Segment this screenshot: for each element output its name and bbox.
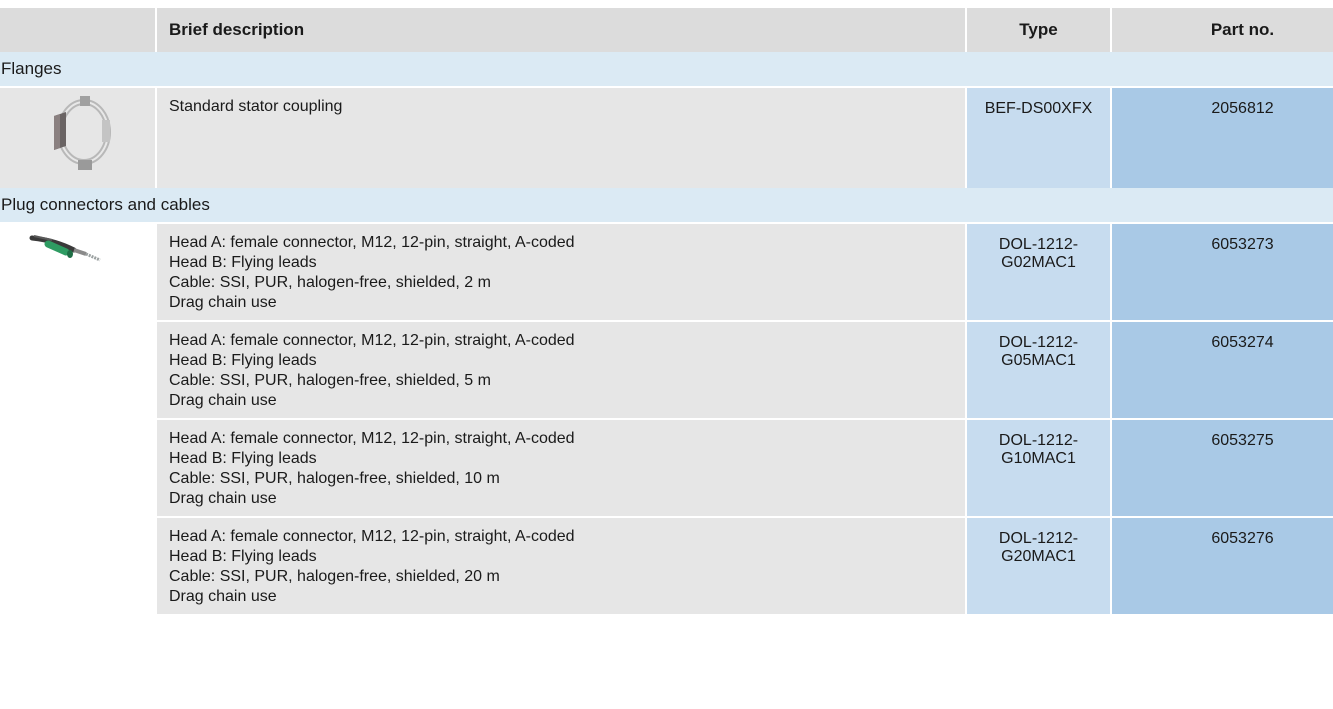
row-image-cell: [0, 222, 157, 614]
section-row-plug-connectors: [0, 188, 1333, 222]
description-line: Cable: SSI, PUR, halogen-free, shielded, 2 m: [169, 274, 491, 291]
header-image-cell: [0, 8, 157, 52]
row-description: [157, 86, 967, 188]
row-type: DOL-1212-G05MAC1: [967, 320, 1112, 418]
row-description: [157, 320, 967, 418]
description-line: Standard stator coupling: [169, 98, 343, 115]
description-line: Head B: Flying leads: [169, 254, 317, 271]
description-line: Cable: SSI, PUR, halogen-free, shielded, 10 m: [169, 470, 500, 487]
description-line: Drag chain use: [169, 588, 277, 605]
accessories-table: [0, 8, 1333, 614]
table-row: [0, 320, 1333, 418]
cable-connector-image: [0, 224, 157, 314]
description-line: Drag chain use: [169, 490, 277, 507]
row-description: [157, 222, 967, 320]
accessories-table-wrapper: [0, 8, 1333, 614]
row-type: DOL-1212-G10MAC1: [967, 418, 1112, 516]
table-row: [0, 516, 1333, 614]
section-title: Plug connectors and cables: [0, 188, 1333, 222]
table-row: [0, 418, 1333, 516]
description-line: Drag chain use: [169, 294, 277, 311]
description-line: Head B: Flying leads: [169, 548, 317, 565]
description-line: Head A: female connector, M12, 12-pin, straight, A-coded: [169, 332, 575, 349]
description-line: Cable: SSI, PUR, halogen-free, shielded, 5 m: [169, 372, 491, 389]
row-image-cell: [0, 86, 157, 188]
description-line: Cable: SSI, PUR, halogen-free, shielded, 20 m: [169, 568, 500, 585]
row-part-no: 6053275: [1112, 418, 1333, 516]
row-part-no: 6053276: [1112, 516, 1333, 614]
description-line: Head B: Flying leads: [169, 352, 317, 369]
stator-coupling-image: [0, 88, 157, 178]
row-part-no: 6053274: [1112, 320, 1333, 418]
row-part-no: 2056812: [1112, 86, 1333, 188]
description-line: Head B: Flying leads: [169, 450, 317, 467]
description-line: Head A: female connector, M12, 12-pin, straight, A-coded: [169, 234, 575, 251]
description-line: Head A: female connector, M12, 12-pin, straight, A-coded: [169, 430, 575, 447]
header-part-no: Part no.: [1112, 8, 1333, 52]
section-title: Flanges: [0, 52, 1333, 86]
table-row: [0, 222, 1333, 320]
row-part-no: 6053273: [1112, 222, 1333, 320]
section-row-flanges: [0, 52, 1333, 86]
header-type: Type: [967, 8, 1112, 52]
table-row: [0, 86, 1333, 188]
row-description: [157, 418, 967, 516]
row-description: [157, 516, 967, 614]
row-type: DOL-1212-G20MAC1: [967, 516, 1112, 614]
description-line: Drag chain use: [169, 392, 277, 409]
row-type: BEF-DS00XFX: [967, 86, 1112, 188]
header-brief-description: Brief description: [157, 8, 967, 52]
row-type: DOL-1212-G02MAC1: [967, 222, 1112, 320]
description-line: Head A: female connector, M12, 12-pin, straight, A-coded: [169, 528, 575, 545]
table-header-row: [0, 8, 1333, 52]
